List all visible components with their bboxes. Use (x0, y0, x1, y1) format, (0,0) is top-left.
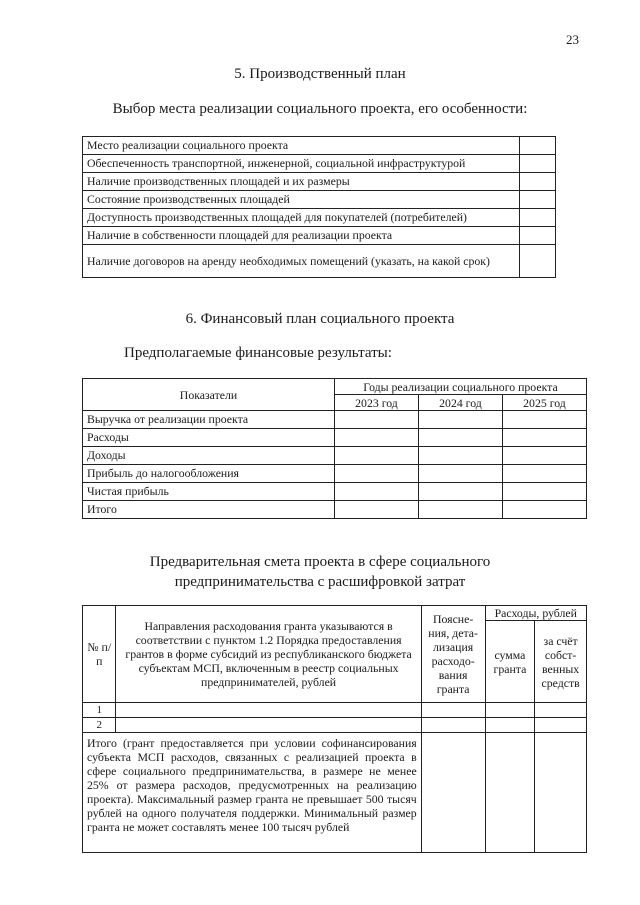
table-cell-empty[interactable] (418, 429, 502, 447)
table-row (83, 137, 556, 155)
estimate-title-line: Предварительная смета проекта в сфере социального (149, 554, 491, 570)
estimate-table (82, 605, 587, 853)
table-row (83, 227, 556, 245)
table-cell-empty[interactable] (335, 411, 419, 429)
table-cell-empty[interactable] (502, 447, 586, 465)
header-expenses: Расходы, рублей (485, 606, 586, 621)
header-direction: Направления расходования гранта указываются в соответствии с пунктом 1.2 Порядка предоставления грантов в форме субсидий из республиканского бюджета субъектам МСП, включенным в реестр социальных предпринимателей, рублей (116, 606, 421, 703)
table-row (83, 447, 587, 465)
table-cell-empty[interactable] (418, 411, 502, 429)
table-cell-label: Доступность производственных площадей для покупателей (потребителей) (83, 209, 520, 227)
table-header-row (83, 606, 587, 621)
table-cell-label: Прибыль до налогообложения (83, 465, 335, 483)
table-cell-label: Расходы (83, 429, 335, 447)
section6-subtitle: Предполагаемые финансовые результаты: (124, 345, 392, 361)
table-cell-num: 2 (83, 718, 116, 733)
header-year: 2023 год (335, 395, 419, 411)
table-cell-label: Итого (83, 501, 335, 519)
header-years: Годы реализации социального проекта (335, 379, 587, 395)
table-cell-empty[interactable] (418, 465, 502, 483)
table-row (83, 209, 556, 227)
section5-title: 5. Производственный план (234, 66, 406, 82)
table-cell-label: Место реализации социального проекта (83, 137, 520, 155)
header-explanation: Поясне-ния, дета-лизация расходо-вания гранта (421, 606, 485, 703)
table-row (83, 429, 587, 447)
table-row (83, 191, 556, 209)
table-cell-empty[interactable] (421, 703, 485, 718)
table-cell-label: Состояние производственных площадей (83, 191, 520, 209)
header-grant-sum: сумма гранта (485, 621, 535, 703)
estimate-title-line: предпринимательства с расшифровкой затрат (174, 574, 466, 590)
page-number: 23 (566, 32, 579, 47)
table-cell-empty[interactable] (502, 411, 586, 429)
table-cell-empty[interactable] (502, 429, 586, 447)
table-cell-empty[interactable] (116, 718, 421, 733)
table-cell-empty[interactable] (520, 191, 556, 209)
table-cell-empty[interactable] (502, 483, 586, 501)
table-row (83, 501, 587, 519)
table-cell-empty[interactable] (485, 718, 535, 733)
table-cell-empty[interactable] (485, 733, 535, 853)
table-cell-num: 1 (83, 703, 116, 718)
section6-title: 6. Финансовый план социального проекта (185, 311, 455, 327)
table-cell-label: Наличие договоров на аренду необходимых помещений (указать, на какой срок) (83, 245, 520, 278)
table-cell-empty[interactable] (335, 483, 419, 501)
table-row (83, 411, 587, 429)
header-year: 2025 год (502, 395, 586, 411)
table-cell-label: Обеспеченность транспортной, инженерной, социальной инфраструктурой (83, 155, 520, 173)
table-cell-empty[interactable] (520, 209, 556, 227)
table-cell-empty[interactable] (502, 465, 586, 483)
table-row (83, 173, 556, 191)
table-cell-empty[interactable] (520, 155, 556, 173)
table-cell-empty[interactable] (335, 465, 419, 483)
table-cell-empty[interactable] (502, 501, 586, 519)
header-own-funds: за счёт собст-венных средств (535, 621, 587, 703)
table-cell-empty[interactable] (335, 447, 419, 465)
table-cell-empty[interactable] (520, 245, 556, 278)
table-row (83, 245, 556, 278)
table-cell-empty[interactable] (335, 501, 419, 519)
header-indicators: Показатели (83, 379, 335, 411)
table-cell-total-label: Итого (грант предоставляется при условии софинансирования субъекта МСП расходов, связанных с реализацией проекта в сфере социального предпринимательства, в размере не менее 25% от размера расходов, предусмотренных на реализацию проекта). Максимальный размер гранта не превышает 500 тысяч рублей на одного получателя поддержки. Минимальный размер гранта не может составлять менее 100 тысяч рублей (83, 733, 422, 853)
table-cell-empty[interactable] (418, 501, 502, 519)
site-features-table (82, 136, 556, 278)
table-cell-empty[interactable] (535, 703, 587, 718)
table-cell-empty[interactable] (520, 173, 556, 191)
section5-subtitle: Выбор места реализации социального проекта, его особенности: (112, 101, 528, 117)
table-cell-empty[interactable] (116, 703, 421, 718)
table-header-row (83, 379, 587, 395)
table-cell-empty[interactable] (485, 703, 535, 718)
table-cell-empty[interactable] (335, 429, 419, 447)
table-cell-empty[interactable] (535, 733, 587, 853)
table-cell-empty[interactable] (520, 137, 556, 155)
table-cell-label: Наличие в собственности площадей для реализации проекта (83, 227, 520, 245)
table-cell-empty[interactable] (421, 733, 485, 853)
table-row-total (83, 733, 587, 853)
table-cell-empty[interactable] (520, 227, 556, 245)
table-cell-label: Доходы (83, 447, 335, 465)
header-year: 2024 год (418, 395, 502, 411)
table-cell-label: Чистая прибыль (83, 483, 335, 501)
table-cell-empty[interactable] (421, 718, 485, 733)
table-cell-empty[interactable] (535, 718, 587, 733)
table-cell-label: Наличие производственных площадей и их размеры (83, 173, 520, 191)
table-row (83, 483, 587, 501)
estimate-title (0, 552, 640, 592)
table-cell-empty[interactable] (418, 483, 502, 501)
table-row (83, 718, 587, 733)
table-row (83, 155, 556, 173)
table-cell-empty[interactable] (418, 447, 502, 465)
header-num: № п/п (83, 606, 116, 703)
financial-results-table (82, 378, 587, 519)
table-row (83, 465, 587, 483)
table-row (83, 703, 587, 718)
table-cell-label: Выручка от реализации проекта (83, 411, 335, 429)
